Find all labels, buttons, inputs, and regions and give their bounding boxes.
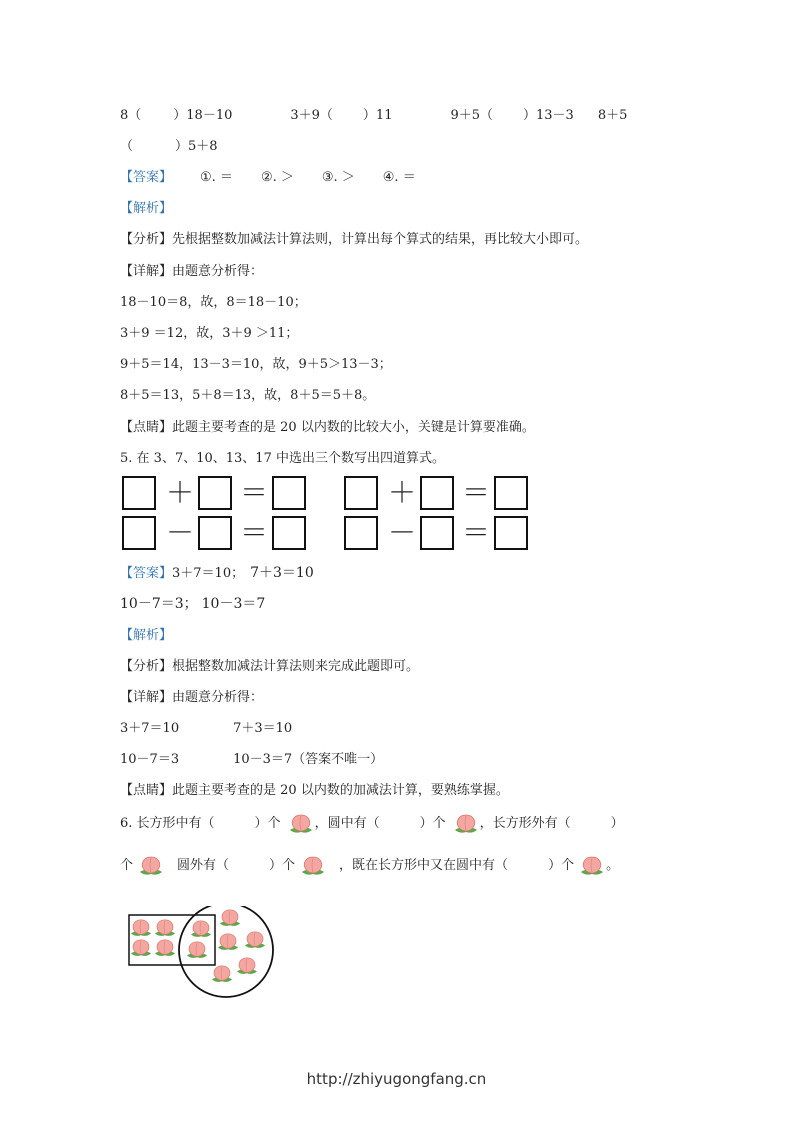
footer-url[interactable]: http://zhiyugongfang.cn xyxy=(306,1070,487,1088)
plus-sign: ＋ xyxy=(166,476,195,509)
q4-answer-2: ②. ＞ xyxy=(260,170,294,185)
q4-expr-2b: ）11 xyxy=(362,108,393,123)
q5-step-1: 3＋7＝10 7＋3＝10 xyxy=(120,721,293,736)
q4-expr-2a: 3＋9（ xyxy=(290,108,333,123)
answer-box[interactable] xyxy=(420,516,454,550)
q4-answer xyxy=(120,166,416,185)
peach-icon xyxy=(220,910,240,926)
q4-step-1: 18－10＝8，故，8＝18－10； xyxy=(120,295,307,310)
equals-sign: ＝ xyxy=(462,516,491,549)
q6-line-2: 个 圆外有（ ）个 ，既在长方形中又在圆中有（ ）个 。 xyxy=(120,854,619,877)
q4-expr-3a: 9＋5（ xyxy=(450,108,494,123)
answer-box[interactable] xyxy=(198,516,232,550)
peach-icon xyxy=(578,855,606,877)
q4-row1 xyxy=(120,104,627,123)
equals-sign: ＝ xyxy=(462,476,491,509)
peach-icon xyxy=(191,921,211,937)
minus-sign: － xyxy=(388,516,417,549)
q5-dianjing: 【点睛】此题主要考查的是 20 以内数的加减法计算，要熟练掌握。 xyxy=(120,783,509,798)
q4-expr-4a: 8＋5 xyxy=(597,108,628,123)
q5-xiangjie: 【详解】由题意分析得： xyxy=(120,690,264,705)
answer-box[interactable] xyxy=(272,476,306,510)
peach-icon xyxy=(237,958,257,974)
q4-expr-1b: ）18－10 xyxy=(173,108,233,123)
q4-expr-1a: 8（ xyxy=(120,108,142,123)
q4-dianjing: 【点睛】此题主要考查的是 20 以内数的比较大小，关键是计算要准确。 xyxy=(120,420,535,435)
q5-question: 5. 在 3、7、10、13、17 中选出三个数写出四道算式。 xyxy=(120,451,445,466)
peach-icon xyxy=(155,940,175,956)
peach-icon xyxy=(287,813,315,835)
q4-answer-1: ①. ＝ xyxy=(200,170,233,185)
peach-icon xyxy=(299,855,327,877)
q5-jiexi: 【解析】 xyxy=(120,628,173,643)
q4-xiangjie: 【详解】由题意分析得： xyxy=(120,264,264,279)
q4-expr-3b: ）13－3 xyxy=(523,108,574,123)
q4-answer-4: ④. ＝ xyxy=(382,170,416,185)
answer-label: 【答案】 xyxy=(120,566,173,581)
q4-expr-4c: ）5＋8 xyxy=(175,139,218,154)
answer-box[interactable] xyxy=(122,516,156,550)
answer-box[interactable] xyxy=(494,476,528,510)
answer-box[interactable] xyxy=(420,476,454,510)
q4-answer-3: ③. ＞ xyxy=(321,170,355,185)
q4-step-3: 9＋5＝14，13－3＝10，故，9＋5＞13－3； xyxy=(120,357,392,372)
q4-step-2: 3＋9 ＝12，故，3＋9 ＞11； xyxy=(120,326,299,341)
equals-sign: ＝ xyxy=(240,476,269,509)
q5-answer-2: 10－7＝3； 10－3＝7 xyxy=(120,596,266,612)
answer-box[interactable] xyxy=(122,476,156,510)
q5-fenxi: 【分析】根据整数加减法计算法则来完成此题即可。 xyxy=(120,659,420,674)
plus-sign: ＋ xyxy=(388,476,417,509)
answer-box[interactable] xyxy=(198,476,232,510)
q6-line-1: 6. 长方形中有（ ）个 ，圆中有（ ）个 ，长方形外有（ ） xyxy=(120,812,624,835)
q5-step-2: 10－7＝3 10－3＝7（答案不唯一） xyxy=(120,752,384,767)
answer-box[interactable] xyxy=(344,516,378,550)
q4-jiexi: 【解析】 xyxy=(120,201,173,216)
answer-box[interactable] xyxy=(344,476,378,510)
peach-icon xyxy=(131,920,151,936)
q4-step-4: 8＋5＝13，5＋8＝13，故，8＋5＝5＋8。 xyxy=(120,388,376,403)
q4-fenxi: 【分析】先根据整数加减法计算法则，计算出每个算式的结果，再比较大小即可。 xyxy=(120,232,589,247)
answer-box[interactable] xyxy=(494,516,528,550)
peach-icon xyxy=(245,932,265,948)
q4-row2 xyxy=(120,135,218,154)
q4-expr-4b: （ xyxy=(120,139,134,154)
peach-icon xyxy=(187,942,207,958)
peach-icon xyxy=(212,966,232,982)
rectangle-circle-peach-diagram xyxy=(126,906,278,1002)
peach-icon xyxy=(155,920,175,936)
answer-label: 【答案】 xyxy=(120,170,173,185)
answer-box[interactable] xyxy=(272,516,306,550)
q5-answer: 【答案】3＋7＝10； 7＋3＝10 xyxy=(120,565,314,581)
peach-icon xyxy=(137,855,165,877)
equals-sign: ＝ xyxy=(240,516,269,549)
peach-icon xyxy=(452,813,480,835)
peach-icon xyxy=(131,940,151,956)
minus-sign: － xyxy=(166,516,195,549)
peach-icon xyxy=(218,934,238,950)
